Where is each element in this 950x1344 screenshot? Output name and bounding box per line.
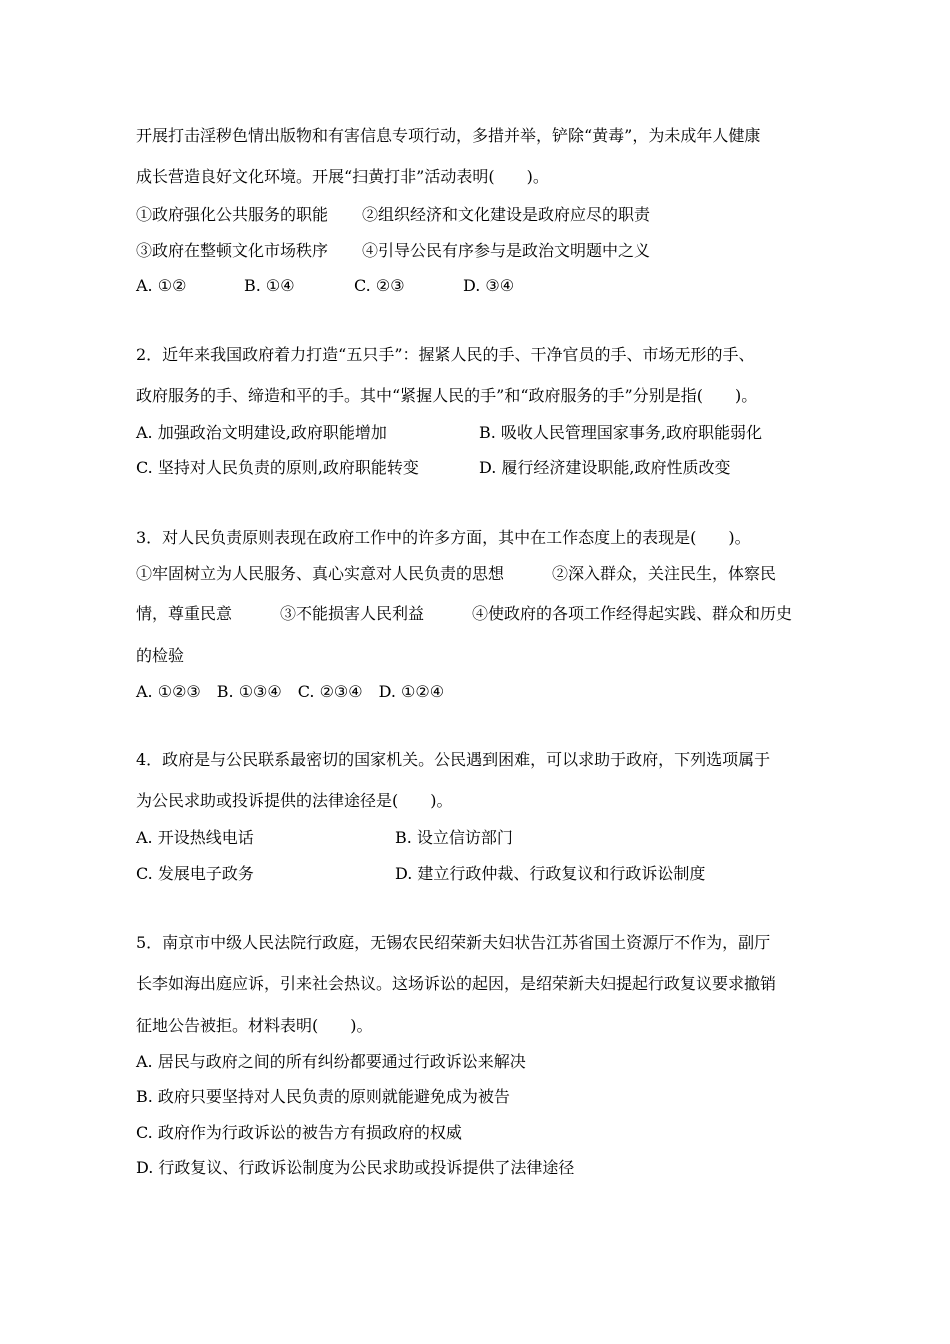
q1-item-1: ①政府强化公共服务的职能 xyxy=(136,205,329,224)
q4-option-a[interactable]: A. 开设热线电话 xyxy=(136,828,254,847)
q3-items-line-1: ①牢固树立为人民服务、真心实意对人民负责的思想 ②深入群众，关注民生，体察民 xyxy=(136,564,777,583)
q5-stem-line-3: 征地公告被拒。材料表明( )。 xyxy=(136,1016,373,1035)
q3-options[interactable]: A. ①②③ B. ①③④ C. ②③④ D. ①②④ xyxy=(136,682,445,701)
q1-option-d[interactable]: D. ③④ xyxy=(463,276,515,295)
q5-option-c[interactable]: C. 政府作为行政诉讼的被告方有损政府的权威 xyxy=(136,1123,462,1142)
q2-option-c[interactable]: C. 坚持对人民负责的原则,政府职能转变 xyxy=(136,458,419,477)
q1-item-3: ③政府在整顿文化市场秩序 xyxy=(136,241,329,260)
q1-option-c[interactable]: C. ②③ xyxy=(354,276,405,295)
q1-item-2: ②组织经济和文化建设是政府应尽的职责 xyxy=(362,205,651,224)
q4-option-b[interactable]: B. 设立信访部门 xyxy=(395,828,513,847)
q4-option-c[interactable]: C. 发展电子政务 xyxy=(136,864,254,883)
q5-option-d[interactable]: D. 行政复议、行政诉讼制度为公民求助或投诉提供了法律途径 xyxy=(136,1158,575,1177)
q5-option-b[interactable]: B. 政府只要坚持对人民负责的原则就能避免成为被告 xyxy=(136,1087,510,1106)
q2-option-b[interactable]: B. 吸收人民管理国家事务,政府职能弱化 xyxy=(479,423,763,442)
q1-stem-line-2: 成长营造良好文化环境。开展“扫黄打非”活动表明( )。 xyxy=(136,167,549,186)
q3-items-line-3: 的检验 xyxy=(136,646,185,665)
q1-option-a[interactable]: A. ①② xyxy=(136,276,187,295)
q3-stem: 3．对人民负责原则表现在政府工作中的许多方面，其中在工作态度上的表现是( )。 xyxy=(136,528,751,547)
q2-option-d[interactable]: D. 履行经济建设职能,政府性质改变 xyxy=(479,458,731,477)
q5-stem-line-1: 5．南京市中级人民法院行政庭，无锡农民绍荣新夫妇状告江苏省国土资源厅不作为，副厅 xyxy=(136,933,771,952)
q1-option-b[interactable]: B. ①④ xyxy=(244,276,295,295)
q2-stem-line-1: 2．近年来我国政府着力打造“五只手”：握紧人民的手、干净官员的手、市场无形的手、 xyxy=(136,345,755,364)
q1-item-4: ④引导公民有序参与是政治文明题中之义 xyxy=(362,241,651,260)
q5-stem-line-2: 长李如海出庭应诉，引来社会热议。这场诉讼的起因，是绍荣新夫妇提起行政复议要求撤销 xyxy=(136,974,777,993)
q3-items-line-2: 情，尊重民意 ③不能损害人民利益 ④使政府的各项工作经得起实践、群众和历史 xyxy=(136,604,793,623)
q4-stem-line-1: 4．政府是与公民联系最密切的国家机关。公民遇到困难，可以求助于政府，下列选项属于 xyxy=(136,750,771,769)
q2-option-a[interactable]: A. 加强政治文明建设,政府职能增加 xyxy=(136,423,387,442)
q4-option-d[interactable]: D. 建立行政仲裁、行政复议和行政诉讼制度 xyxy=(395,864,706,883)
q2-stem-line-2: 政府服务的手、缔造和平的手。其中“紧握人民的手”和“政府服务的手”分别是指( )。 xyxy=(136,386,758,405)
q1-stem-line-1: 开展打击淫秽色情出版物和有害信息专项行动，多措并举，铲除“黄毒”，为未成年人健康 xyxy=(136,126,761,145)
q5-option-a[interactable]: A. 居民与政府之间的所有纠纷都要通过行政诉讼来解决 xyxy=(136,1052,526,1071)
q4-stem-line-2: 为公民求助或投诉提供的法律途径是( )。 xyxy=(136,791,453,810)
